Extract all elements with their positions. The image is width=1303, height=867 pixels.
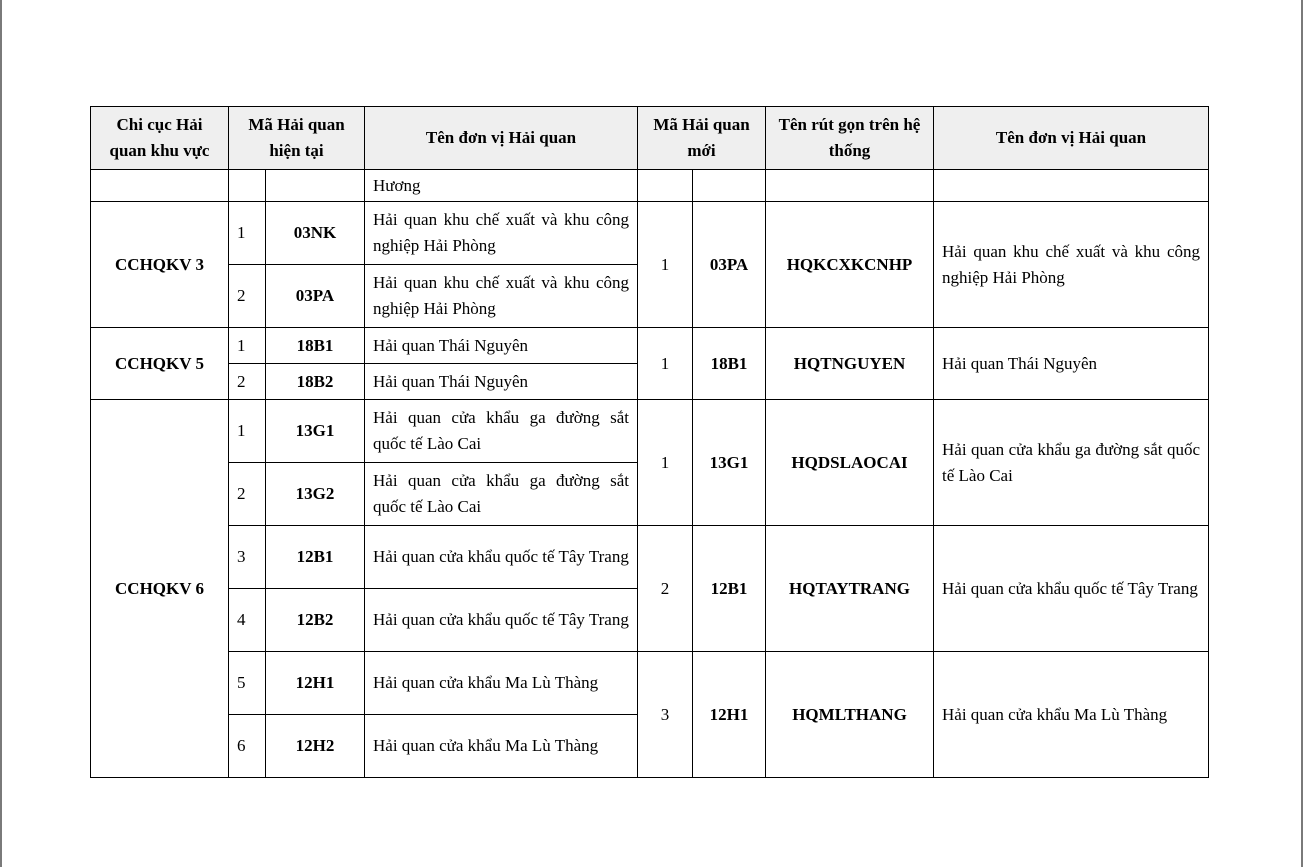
current-unit-name: Hải quan cửa khẩu quốc tế Tây Trang [365,526,638,589]
table-row [91,328,1209,364]
current-code: 18B2 [266,364,365,400]
new-unit-name: Hải quan khu chế xuất và khu công nghiệp Hải Phòng [934,202,1209,328]
header-row [91,107,1209,170]
short-name: HQMLTHANG [766,652,934,778]
new-no: 1 [638,400,693,526]
short-name: HQDSLAOCAI [766,400,934,526]
region-name: CCHQKV 3 [91,202,229,328]
current-code: 03PA [266,265,365,328]
table-row [91,526,1209,589]
current-unit-name: Hải quan cửa khẩu quốc tế Tây Trang [365,589,638,652]
row-no: 4 [229,589,266,652]
current-unit-name: Hải quan khu chế xuất và khu công nghiệp Hải Phòng [365,265,638,328]
new-no: 3 [638,652,693,778]
table-row [91,202,1209,265]
table-row [91,652,1209,715]
new-code: 12B1 [693,526,766,652]
current-unit-name: Hải quan khu chế xuất và khu công nghiệp Hải Phòng [365,202,638,265]
current-unit-name: Hải quan cửa khẩu ga đường sắt quốc tế Lào Cai [365,463,638,526]
continuation-row [91,170,1209,202]
new-no: 1 [638,328,693,400]
new-no: 2 [638,526,693,652]
new-unit-name: Hải quan Thái Nguyên [934,328,1209,400]
short-name: HQKCXKCNHP [766,202,934,328]
header-new-unit-name: Tên đơn vị Hải quan [934,107,1209,170]
new-unit-name: Hải quan cửa khẩu quốc tế Tây Trang [934,526,1209,652]
current-unit-name: Hải quan Thái Nguyên [365,328,638,364]
header-region: Chi cục Hải quan khu vực [91,107,229,170]
row-no: 1 [229,400,266,463]
current-unit-name: Hải quan cửa khẩu Ma Lù Thàng [365,652,638,715]
continuation-text: Hương [365,170,638,202]
new-code: 12H1 [693,652,766,778]
current-code: 13G2 [266,463,365,526]
row-no: 1 [229,328,266,364]
current-code: 13G1 [266,400,365,463]
current-unit-name: Hải quan Thái Nguyên [365,364,638,400]
new-no: 1 [638,202,693,328]
new-code: 18B1 [693,328,766,400]
table-row [91,400,1209,463]
current-unit-name: Hải quan cửa khẩu Ma Lù Thàng [365,715,638,778]
current-code: 12H2 [266,715,365,778]
row-no: 1 [229,202,266,265]
header-current-code: Mã Hải quan hiện tại [229,107,365,170]
new-code: 13G1 [693,400,766,526]
short-name: HQTNGUYEN [766,328,934,400]
row-no: 3 [229,526,266,589]
current-code: 12B2 [266,589,365,652]
current-code: 12H1 [266,652,365,715]
new-unit-name: Hải quan cửa khẩu Ma Lù Thàng [934,652,1209,778]
header-new-code: Mã Hải quan mới [638,107,766,170]
new-unit-name: Hải quan cửa khẩu ga đường sắt quốc tế Lào Cai [934,400,1209,526]
current-code: 12B1 [266,526,365,589]
row-no: 5 [229,652,266,715]
new-code: 03PA [693,202,766,328]
current-unit-name: Hải quan cửa khẩu ga đường sắt quốc tế Lào Cai [365,400,638,463]
current-code: 18B1 [266,328,365,364]
region-name: CCHQKV 6 [91,400,229,778]
row-no: 6 [229,715,266,778]
region-name: CCHQKV 5 [91,328,229,400]
row-no: 2 [229,463,266,526]
header-unit-name: Tên đơn vị Hải quan [365,107,638,170]
current-code: 03NK [266,202,365,265]
short-name: HQTAYTRANG [766,526,934,652]
row-no: 2 [229,364,266,400]
header-short-name: Tên rút gọn trên hệ thống [766,107,934,170]
customs-mapping-table [90,106,1209,778]
row-no: 2 [229,265,266,328]
